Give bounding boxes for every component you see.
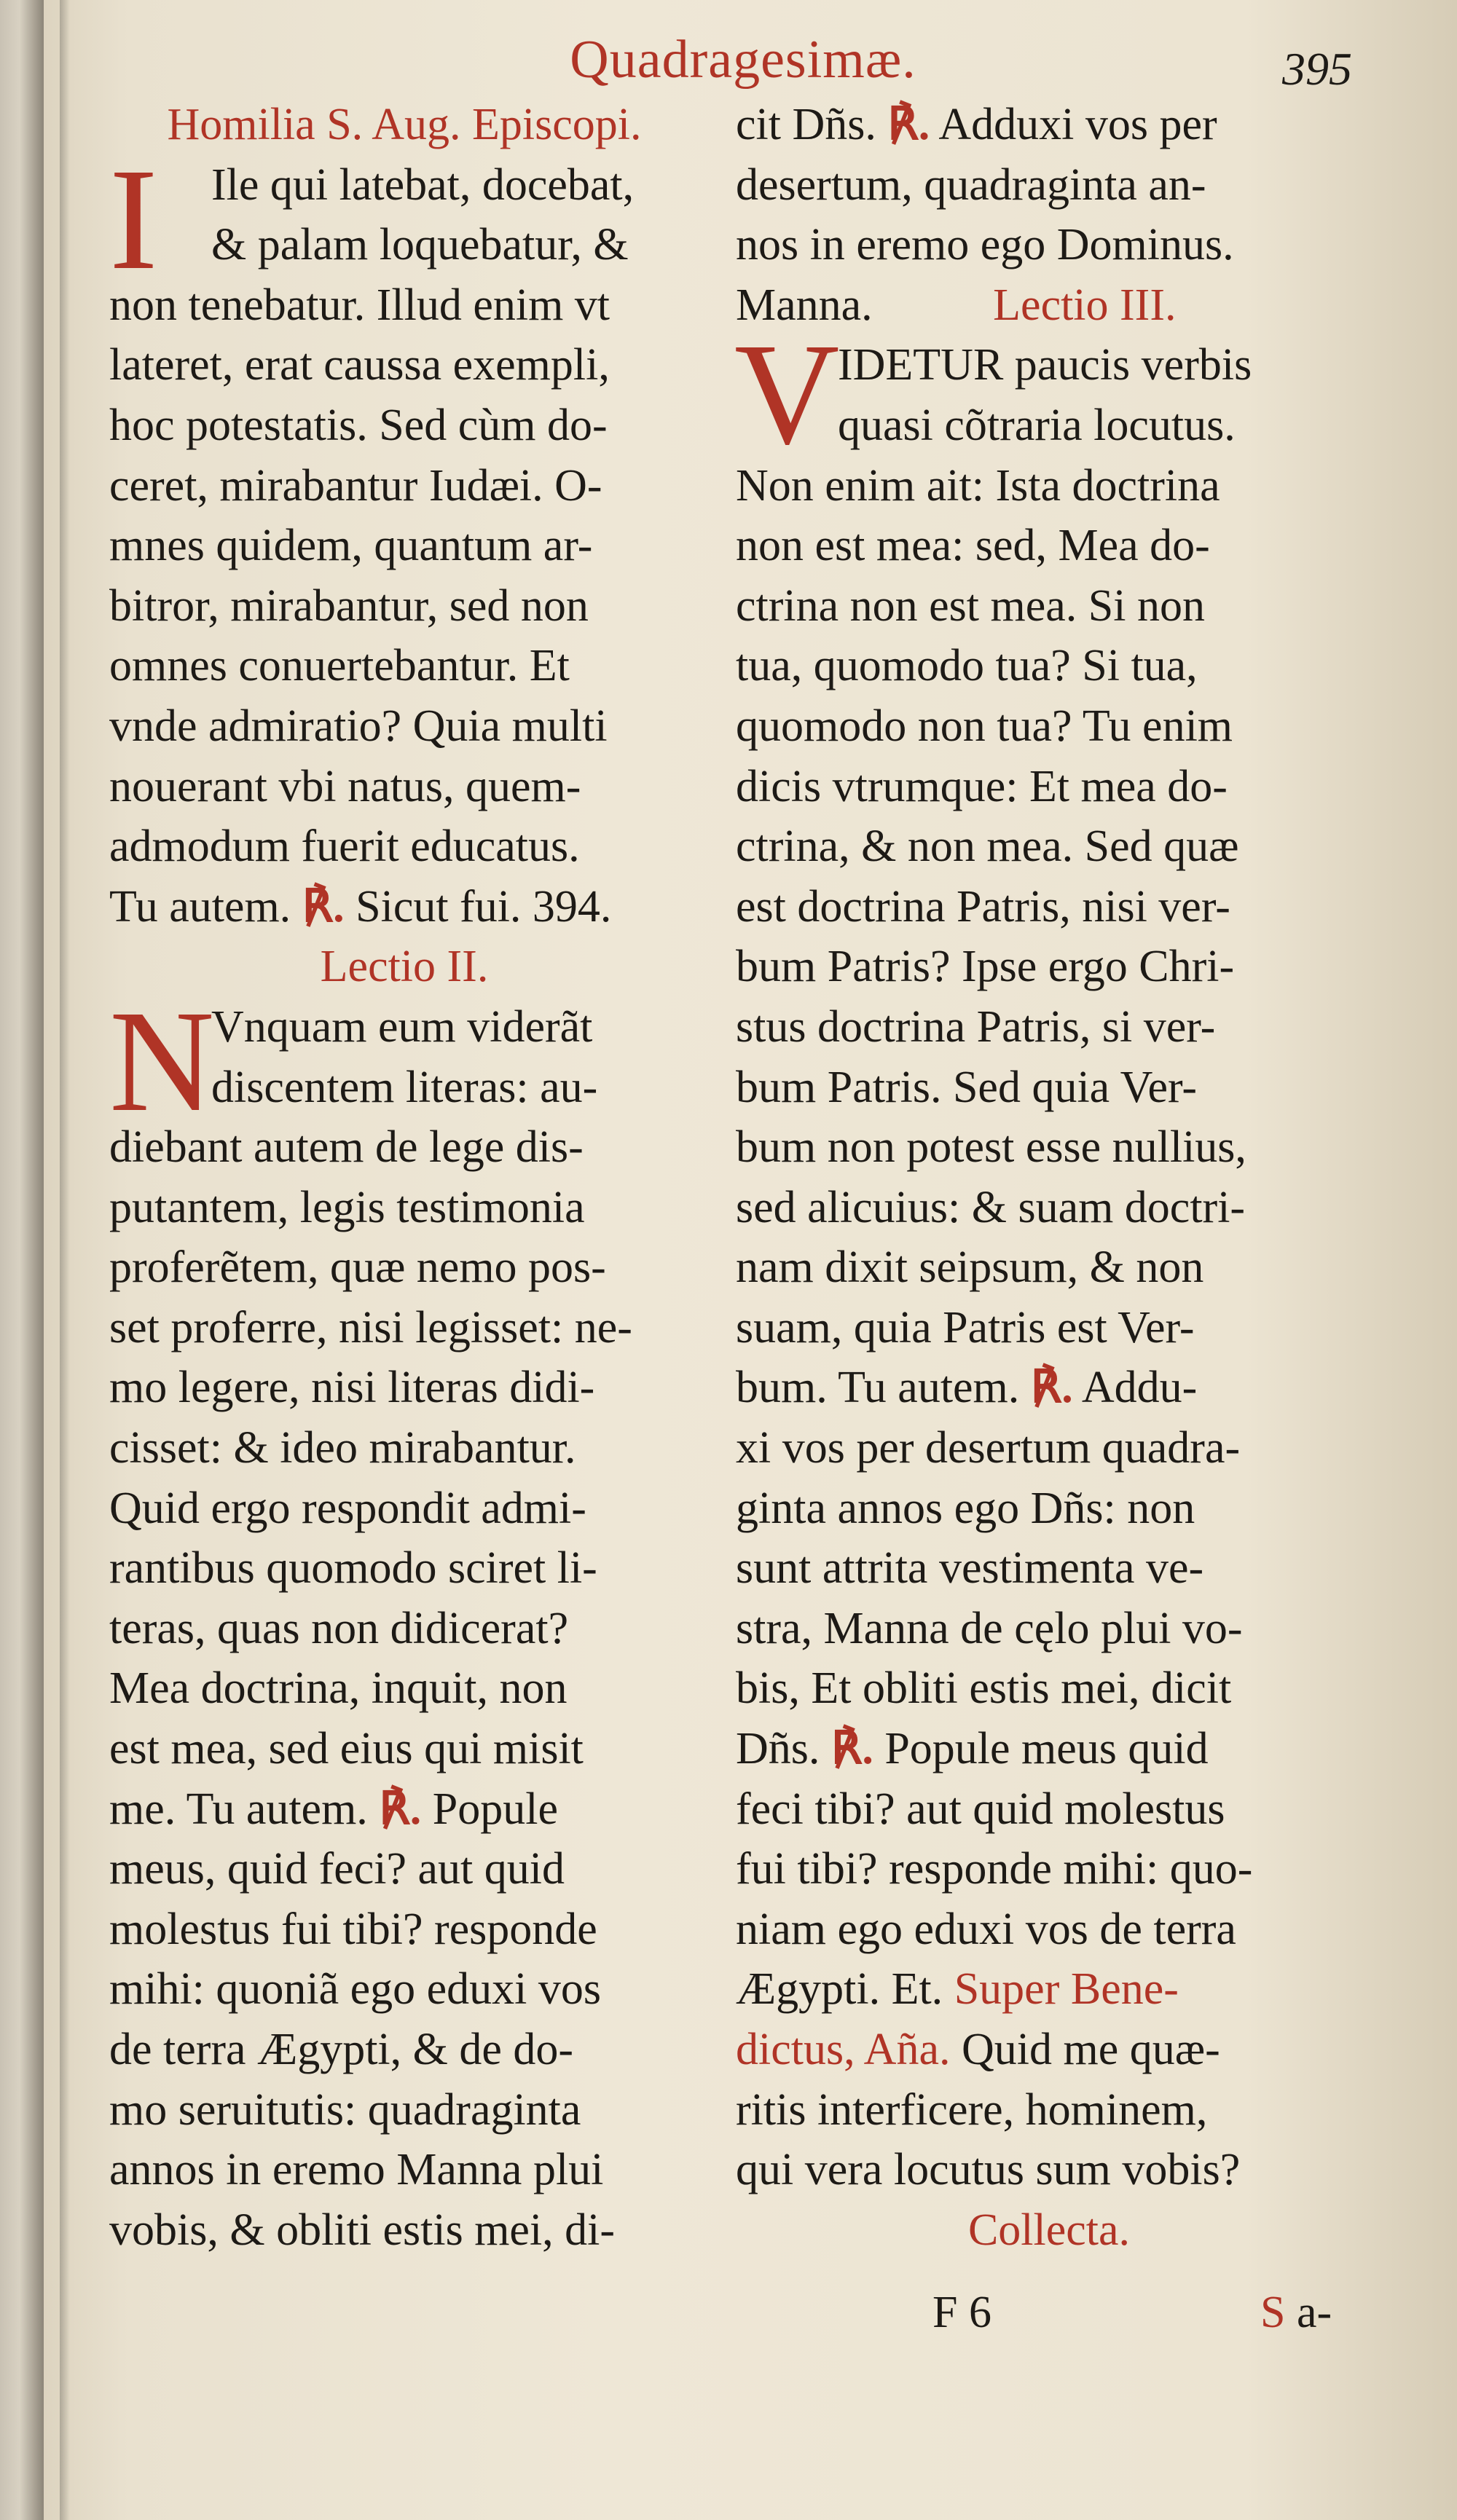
- text-line: vnde admiratio? Quia multi: [109, 701, 608, 751]
- text-line: ginta annos ego Dñs: non: [736, 1483, 1195, 1533]
- catchword: [1260, 2287, 1332, 2339]
- responsory-2-text: [736, 1418, 1362, 1719]
- text-line: admodum fuerit educatus.: [109, 822, 580, 872]
- text-line: rantibus quomodo sciret li-: [109, 1543, 597, 1594]
- versicle-symbol-icon: ℟.: [830, 1724, 873, 1774]
- book-spine: [0, 0, 44, 2520]
- text-line: qui vera locutus sum vobis?: [736, 2145, 1241, 2195]
- versicle-symbol-icon: ℟.: [887, 100, 930, 149]
- text-line: bum Patris. Sed quia Ver-: [736, 1062, 1198, 1112]
- tu-autem: Tu autem.: [109, 881, 291, 932]
- me-tu-autem-line: [109, 1779, 699, 1840]
- text-line: mo seruitutis: quadraginta: [109, 2084, 581, 2135]
- text-line: quomodo non tua? Tu enim: [736, 701, 1233, 751]
- text-line: meus, quid feci? aut quid: [109, 1844, 565, 1894]
- versicle-text: [736, 155, 1362, 275]
- catchword-rest: a-: [1296, 2288, 1332, 2337]
- text-line: discentem literas: au-: [211, 1062, 598, 1112]
- text-line: teras, quas non didicerat?: [109, 1603, 569, 1653]
- signature-mark: F 6: [932, 2288, 991, 2337]
- page-number: 395: [1282, 43, 1352, 95]
- antiphon-text: [736, 2080, 1362, 2200]
- text-line: mo legere, nisi literas didi-: [109, 1363, 595, 1413]
- text-line: est doctrina Patris, nisi ver-: [736, 881, 1230, 932]
- text-line: annos in eremo Manna plui: [109, 2145, 604, 2195]
- text-line: tua, quomodo tua? Si tua,: [736, 641, 1198, 691]
- text-line: bum Patris? Ipse ergo Chri-: [736, 942, 1235, 992]
- manna: Manna.: [736, 280, 873, 330]
- responsory-text: [109, 1839, 699, 2260]
- collecta-heading: Collecta.: [967, 2205, 1131, 2255]
- text-line: Ile qui latebat, docebat,: [211, 160, 635, 210]
- dns: Dñs.: [736, 1724, 820, 1774]
- text-line: fui tibi? responde mihi: quo-: [736, 1844, 1253, 1894]
- text-line: vobis, & obliti estis mei, di-: [109, 2205, 616, 2255]
- text-line: nouerant vbi natus, quem-: [109, 761, 581, 811]
- versicle-2-text: [736, 1779, 1362, 1960]
- text-line: sunt attrita vestimenta ve-: [736, 1543, 1204, 1594]
- response-symbol-icon: ℟.: [1030, 1363, 1073, 1413]
- me-tu-autem: me. Tu autem.: [109, 1784, 368, 1834]
- text-line: nam dixit seipsum, & non: [736, 1243, 1204, 1293]
- popule-start: Popule: [432, 1784, 558, 1834]
- text-line: mihi: quoniã ego eduxi vos: [109, 1964, 602, 2015]
- text-line: Quid ergo respondit admi-: [109, 1483, 586, 1533]
- text-line: molestus fui tibi? responde: [109, 1904, 597, 1954]
- dictus-line: [736, 2020, 1362, 2080]
- text-line: bum non potest esse nullius,: [736, 1122, 1246, 1173]
- lectio-2-heading: Lectio II.: [320, 942, 489, 992]
- text-line: ctrina, & non mea. Sed quæ: [736, 822, 1239, 872]
- text-line: sed alicuius: & suam doctri-: [736, 1182, 1246, 1232]
- dns-line: [736, 1719, 1362, 1779]
- text-line: & palam loquebatur, &: [211, 220, 629, 270]
- running-head: Quadragesimæ.: [570, 30, 916, 90]
- cit-dns: cit Dñs.: [736, 100, 876, 149]
- text-line: mnes quidem, quantum ar-: [109, 521, 593, 571]
- text-line: Non enim ait: Ista doctrina: [736, 460, 1220, 511]
- lectio-3-text: [734, 314, 1362, 1358]
- page-gutter-shadow: [60, 0, 70, 2520]
- text-line: desertum, quadraginta an-: [736, 160, 1206, 210]
- cit-dns-line: [736, 95, 1362, 155]
- text-line: quasi cõtraria locutus.: [838, 400, 1236, 450]
- bum-tu-autem: bum. Tu autem.: [736, 1363, 1020, 1413]
- dictus-ana: dictus, Aña.: [736, 2025, 951, 2074]
- catchword-initial: S: [1260, 2288, 1286, 2337]
- homily-heading: Homilia S. Aug. Episcopi.: [167, 100, 642, 149]
- text-line: xi vos per desertum quadra-: [736, 1423, 1241, 1473]
- text-line: ctrina non est mea. Si non: [736, 580, 1205, 631]
- text-line: bitror, mirabantur, sed non: [109, 580, 589, 631]
- drop-cap-i: I: [109, 139, 158, 300]
- text-line: Vnquam eum viderãt: [211, 1001, 593, 1052]
- bum-tu-autem-line: [736, 1358, 1362, 1418]
- text-line: ceret, mirabantur Iudæi. O-: [109, 460, 602, 511]
- left-column: [109, 95, 699, 2260]
- lectio-3-heading: Lectio III.: [993, 280, 1177, 330]
- text-line: proferẽtem, quæ nemo pos-: [109, 1243, 606, 1293]
- response-symbol-icon: ℟.: [302, 881, 345, 932]
- drop-cap-v: V: [734, 314, 840, 475]
- drop-cap-n: N: [109, 981, 215, 1142]
- popule-meus: Popule meus quid: [884, 1724, 1209, 1774]
- text-line: hoc potestatis. Sed cùm do-: [109, 400, 608, 450]
- text-line: niam ego eduxi vos de terra: [736, 1904, 1236, 1954]
- quid-me: Quid me quæ-: [961, 2025, 1220, 2074]
- text-line: Mea doctrina, inquit, non: [109, 1663, 568, 1714]
- text-line: bis, Et obliti estis mei, dicit: [736, 1663, 1232, 1714]
- text-line: omnes conuertebantur. Et: [109, 641, 570, 691]
- adduxi: Adduxi vos per: [938, 100, 1217, 149]
- text-line: IDETUR paucis verbis: [838, 340, 1252, 390]
- text-line: nos in eremo ego Dominus.: [736, 220, 1234, 270]
- text-line: diebant autem de lege dis-: [109, 1122, 584, 1173]
- text-line: feci tibi? aut quid molestus: [736, 1784, 1225, 1834]
- text-line: stus doctrina Patris, si ver-: [736, 1001, 1216, 1052]
- text-line: suam, quia Patris est Ver-: [736, 1302, 1195, 1352]
- text-line: de terra Ægypti, & de do-: [109, 2025, 574, 2074]
- text-line: non tenebatur. Illud enim vt: [109, 280, 610, 330]
- text-line: ritis interficere, hominem,: [736, 2084, 1208, 2135]
- text-line: set proferre, nisi legisset: ne-: [109, 1302, 632, 1352]
- text-line: lateret, erat caussa exempli,: [109, 340, 610, 390]
- addu: Addu-: [1081, 1363, 1198, 1413]
- text-line: est mea, sed eius qui misit: [109, 1724, 584, 1774]
- tu-autem-line: [109, 877, 699, 937]
- text-line: cisset: & ideo mirabantur.: [109, 1423, 576, 1473]
- aegypti: Ægypti. Et.: [736, 1964, 943, 2015]
- lectio-1-text: [109, 139, 699, 877]
- tu-autem-rest: Sicut fui. 394.: [356, 881, 612, 932]
- super-benedictus: Super Bene-: [954, 1964, 1179, 2015]
- text-line: stra, Manna de cęlo plui vo-: [736, 1603, 1243, 1653]
- aegypti-line: [736, 1959, 1362, 2020]
- response-symbol-icon: ℟.: [379, 1784, 422, 1834]
- text-line: dicis vtrumque: Et mea do-: [736, 761, 1228, 811]
- text-line: non est mea: sed, Mea do-: [736, 521, 1210, 571]
- text-line: putantem, legis testimonia: [109, 1182, 585, 1232]
